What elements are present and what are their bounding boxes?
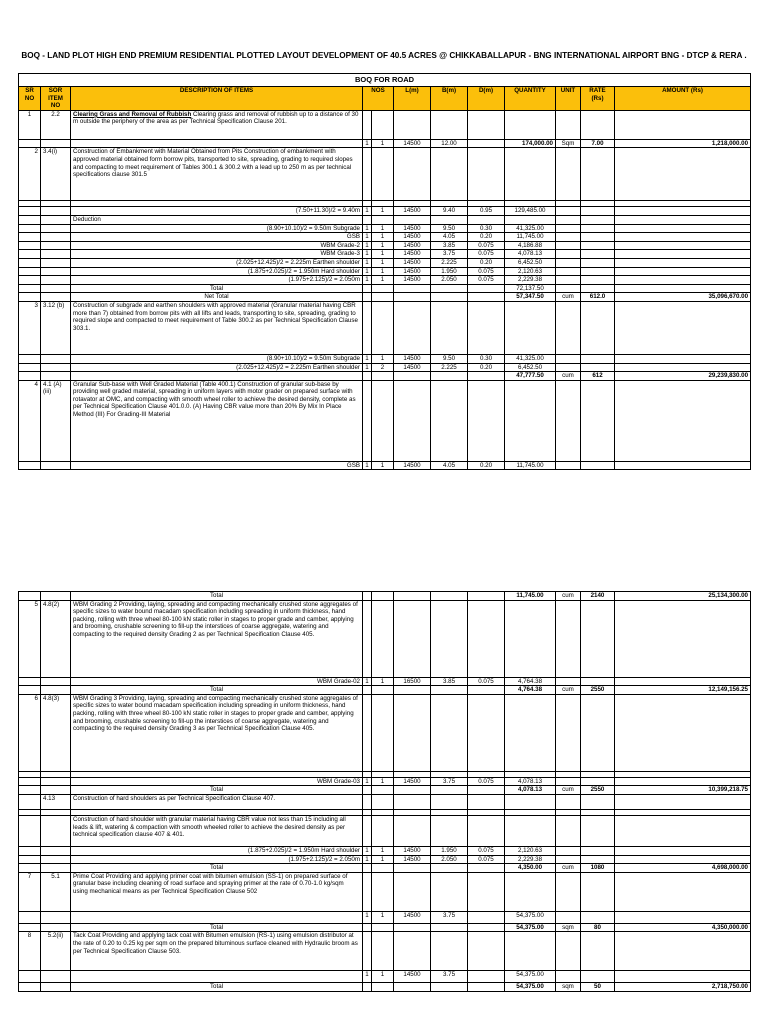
sr-no: 6 [19,694,41,771]
depth: 0.075 [468,267,505,276]
nos-1: 1 [363,250,372,259]
nos-1: 1 [363,971,372,983]
table-row [19,363,751,372]
quantity: 6,452.50 [505,363,556,372]
total-qty: 54,375.00 [505,923,556,932]
col-d: D(m) [468,87,505,111]
table-row [19,872,751,911]
amount: 12,149,156.25 [615,686,751,695]
calc-label: (8.90+10.10)/2 = 9.50m Subgrade [71,354,363,363]
table-row [19,846,751,855]
amount: 4,698,000.00 [615,864,751,873]
table-row [19,932,751,971]
length: 14500 [394,250,431,259]
calc-label: (1.875+2.025)/2 = 1.950m Hard shoulder [71,267,363,276]
document-title: BOQ - LAND PLOT HIGH END PREMIUM RESIDENTIAL PLOTTED LAYOUT DEVELOPMENT OF 40.5 ACRES @ CHIKKABALLAPUR - BNG INTERNATIONAL AIRPORT BNG - DTCP & RERA . [21,51,747,60]
depth: 0.20 [468,461,505,470]
table-row [19,592,751,601]
calc-label: (1.975+2.125)/2 = 2.050m [71,276,363,285]
table-row [19,600,751,677]
nos-2: 1 [372,207,394,216]
boq-table-part-1 [18,73,751,470]
quantity: 54,375.00 [505,971,556,983]
net-total-label: Net Total [71,293,363,302]
table-row [19,694,751,771]
nos-1: 1 [363,207,372,216]
nos-2: 1 [372,250,394,259]
total-label: Total [71,686,363,695]
calc-label: (8.90+10.10)/2 = 9.50m Subgrade [71,224,363,233]
nos-1: 1 [363,855,372,864]
item-3-rows [19,354,751,371]
table-row [19,110,751,139]
table-row [19,677,751,686]
breadth: 3.85 [431,677,468,686]
rate: 2550 [581,786,615,795]
sr-no: 3 [19,301,41,354]
rate: 2550 [581,686,615,695]
item-description: Tack Coat Providing and applying tack coat with Bitumen emulsion (RS-1) using emulsion distributor at the rate of 0.20 to 0.25 kg per sqm on the prepared bituminous surface cleaned with Hydraulic broom as per Technical Specification Clause 503. [71,932,363,971]
item-description: Prime Coat Providing and applying primer coat with bitumen emulsion (SS-1) on prepared surface of granular base including cleaning of road surface and spraying primer at the rate of 0.70-1.0 kg/sqm using mechanical means as per Technical Specification Clause 502 [71,872,363,911]
nos-1: 1 [363,846,372,855]
table-row [19,786,751,795]
breadth: 3.85 [431,241,468,250]
unit: cum [556,592,581,601]
depth: 0.075 [468,777,505,786]
length: 14500 [394,777,431,786]
breadth: 4.05 [431,461,468,470]
nos-2: 1 [372,233,394,242]
table-row [19,923,751,932]
quantity: 129,485.00 [505,207,556,216]
calc-label: (7.50+11.30)/2 = 9.40m [71,207,363,216]
unit: cum [556,293,581,302]
table-row [19,461,751,470]
length: 14500 [394,363,431,372]
depth: 0.20 [468,363,505,372]
table-row [19,148,751,201]
calc-label: WBM Grade-02 [71,677,363,686]
length: 14500 [394,971,431,983]
quantity: 2,229.38 [505,855,556,864]
table-row [19,215,751,224]
quantity: 54,375.00 [505,911,556,923]
rate: 7.00 [581,139,615,148]
item-description: Construction of hard shoulders as per Technical Specification Clause 407. [71,794,363,809]
length: 14500 [394,855,431,864]
calc-label: WBM Grade-2 [71,241,363,250]
sr-no: 1 [19,110,41,139]
total-label: Total [71,983,363,992]
breadth: 2.050 [431,276,468,285]
item-text: Clearing grass and removal of rubbish up to a distance of 30 m outside the periphery of the area as per Technical Specification Clause 201. [73,110,359,126]
length: 14500 [394,276,431,285]
calc-label: WBM Grade-03 [71,777,363,786]
nos-1: 1 [363,139,372,148]
total-label: Total [71,864,363,873]
length: 14500 [394,461,431,470]
breadth: 4.05 [431,233,468,242]
nos-2: 1 [372,911,394,923]
depth: 0.075 [468,276,505,285]
rate: 612.0 [581,293,615,302]
breadth: 1.950 [431,846,468,855]
amount: 1,218,000.00 [615,139,751,148]
nos-2: 1 [372,241,394,250]
nos-1: 1 [363,267,372,276]
nos-2: 1 [372,846,394,855]
table-row [19,301,751,354]
nos-2: 1 [372,276,394,285]
table-row [19,284,751,293]
sor-no: 2.2 [41,110,71,139]
depth: 0.20 [468,258,505,267]
calc-label: (1.975+2.125)/2 = 2.050m [71,855,363,864]
item-description: Construction of hard shoulder with granular material having CBR value not less than 15 including all leads & lift, watering & compaction with smooth wheeled roller to achieve the desired density as per technical specification clause 407 & 401. [71,815,363,846]
nos-2: 1 [372,855,394,864]
quantity: 2,229.38 [505,276,556,285]
table-row [19,139,751,148]
total-qty: 11,745.00 [505,592,556,601]
rate: 1080 [581,864,615,873]
unit: sqm [556,983,581,992]
nos-1: 1 [363,777,372,786]
calc-label: GSB [71,461,363,470]
length: 16500 [394,677,431,686]
quantity: 2,120.63 [505,267,556,276]
quantity: 2,120.63 [505,846,556,855]
total-label: Total [71,923,363,932]
breadth: 9.50 [431,354,468,363]
unit: cum [556,786,581,795]
nos-1: 1 [363,233,372,242]
table-row [19,815,751,846]
total-label: Total [71,786,363,795]
table-row [19,293,751,302]
total-qty: 47,777.50 [505,372,556,381]
depth: 0.30 [468,354,505,363]
breadth: 9.50 [431,224,468,233]
total-qty: 72,137.50 [505,284,556,293]
breadth: 2.225 [431,258,468,267]
unit: Sqm [556,139,581,148]
nos-2: 1 [372,258,394,267]
sor-no: 4.8(3) [41,694,71,771]
table-row [19,372,751,381]
table-row [19,911,751,923]
length: 14500 [394,846,431,855]
item-description: Construction of Embankment with Material Obtained from Pits Construction of embankment with approved material obtained form borrow pits, transported to site, spreading, grading to required slopes and compacting to meet requirement of Tables 300.1 & 300.2 with a lead up to 250 m as per technical specifications clause 301.5 [71,148,363,201]
table-row [19,207,751,216]
nos-1: 1 [363,363,372,372]
col-amount: AMOUNT (Rs) [615,87,751,111]
length: 14500 [394,354,431,363]
calc-label: (2.025+12.425)/2 = 2.225m Earthen shoulder [71,363,363,372]
item-description: WBM Grading 2 Providing, laying, spreading and compacting mechanically crushed stone aggregates of specific sizes to water bound macadam specification including spreading in uniform thickness, hand packing, rolling with three wheel 80-100 kN static roller in stages to proper grade and camber, applying and brooming, crushable screening to fill-up the interstices of coarse aggregate, watering and compacting to the required density Grading 2 as per Technical Specification Clause 405. [71,600,363,677]
quantity: 6,452.50 [505,258,556,267]
depth: 0.075 [468,250,505,259]
quantity: 4,764.38 [505,677,556,686]
sor-no: 5.1 [41,872,71,911]
table-row [19,267,751,276]
nos-2: 1 [372,677,394,686]
item-description: Construction of subgrade and earthen shoulders with approved material (Granular material having CBR more than 7) obtained from borrow pits with all lifts and leads, transporting to site, spreading, grading to required slope and compacted to meet requirement of Table 300.2 as per Technical Specification Clause 303.1. [71,301,363,354]
total-qty: 4,764.38 [505,686,556,695]
length: 14500 [394,911,431,923]
rate: 2140 [581,592,615,601]
depth: 0.075 [468,677,505,686]
col-l: L(m) [394,87,431,111]
sor-no: 4.13 [41,794,71,809]
amount: 35,096,670.00 [615,293,751,302]
col-sor: SOR ITEM NO [41,87,71,111]
nos-2: 1 [372,354,394,363]
nos-2: 1 [372,461,394,470]
depth: 0.075 [468,241,505,250]
table-row [19,777,751,786]
nos-2: 2 [372,363,394,372]
col-unit: UNIT [556,87,581,111]
sor-no: 5.2(ii) [41,932,71,971]
depth: 0.20 [468,233,505,242]
total-qty: 54,375.00 [505,983,556,992]
col-rate: RATE (Rs) [581,87,615,111]
item-heading: Clearing Grass and Removal of Rubbish [73,110,192,118]
quantity: 174,000.00 [505,139,556,148]
calc-label: GSB [71,233,363,242]
breadth: 3.75 [431,777,468,786]
table-row [19,233,751,242]
amount: 29,239,830.00 [615,372,751,381]
nos-2: 1 [372,224,394,233]
amount: 25,134,300.00 [615,592,751,601]
table-row [19,224,751,233]
nos-1: 1 [363,276,372,285]
col-b: B(m) [431,87,468,111]
breadth: 3.75 [431,911,468,923]
rate: 50 [581,983,615,992]
quantity: 41,325.00 [505,224,556,233]
length: 14500 [394,139,431,148]
length: 14500 [394,224,431,233]
item-413-rows [19,846,751,863]
table-row [19,686,751,695]
section-title: BOQ FOR ROAD [19,74,751,87]
table-row [19,241,751,250]
nos-1: 1 [363,224,372,233]
nos-1: 1 [363,354,372,363]
breadth: 12.00 [431,139,468,148]
length: 14500 [394,258,431,267]
sor-no: 3.12 (b) [41,301,71,354]
amount: 2,718,750.00 [615,983,751,992]
nos-2: 1 [372,777,394,786]
sor-no: 4.1 (A) (iii) [41,380,71,461]
quantity: 4,078.13 [505,777,556,786]
total-qty: 4,350.00 [505,864,556,873]
sr-no: 8 [19,932,41,971]
breadth: 1.950 [431,267,468,276]
calc-label: (1.875+2.025)/2 = 1.950m Hard shoulder [71,846,363,855]
total-label: Total [71,592,363,601]
table-row [19,276,751,285]
total-label: Total [71,284,363,293]
table-row [19,354,751,363]
table-row [19,864,751,873]
quantity: 4,186.88 [505,241,556,250]
table-row [19,250,751,259]
amount: 4,350,000.00 [615,923,751,932]
unit: cum [556,686,581,695]
length: 14500 [394,267,431,276]
unit: cum [556,372,581,381]
rate: 80 [581,923,615,932]
col-sr: SR NO [19,87,41,111]
depth: 0.075 [468,855,505,864]
breadth: 9.40 [431,207,468,216]
calc-label: WBM Grade-3 [71,250,363,259]
net-total-qty: 57,347.50 [505,293,556,302]
col-nos: NOS [363,87,394,111]
sr-no: 4 [19,380,41,461]
breadth: 3.75 [431,971,468,983]
breadth: 3.75 [431,250,468,259]
quantity: 11,745.00 [505,461,556,470]
length: 14500 [394,207,431,216]
sor-no: 3.4(i) [41,148,71,201]
boq-table-part-2 [18,591,751,992]
unit: sqm [556,923,581,932]
depth: 0.30 [468,224,505,233]
table-row [19,971,751,983]
quantity: 4,078.13 [505,250,556,259]
deduction-rows [19,224,751,284]
depth: 0.075 [468,846,505,855]
sr-no: 5 [19,600,41,677]
table-row [19,380,751,461]
length: 14500 [394,233,431,242]
nos-1: 1 [363,911,372,923]
nos-2: 1 [372,267,394,276]
table-row [19,855,751,864]
nos-2: 1 [372,971,394,983]
item-description: WBM Grading 3 Providing, laying, spreading and compacting mechanically crushed stone aggregates of specific sizes to water bound macadam specification including spreading in uniform thickness, hand packing, rolling with three wheel 80-100 kN static roller in stages to proper grade and camber, applying and brooming, crushable screening to fill-up the interstices of coarse aggregate, watering and compacting to the required density Grading 3 as per Technical Specification Clause 405. [71,694,363,771]
nos-1: 1 [363,677,372,686]
item-description [71,110,363,139]
header-row [19,87,751,111]
table-row [19,794,751,809]
nos-2: 1 [372,139,394,148]
calc-label: (2.025+12.425)/2 = 2.225m Earthen shoulder [71,258,363,267]
item-description: Granular Sub-base with Well Graded Material (Table 400.1) Construction of granular sub-base by providing well graded material, spreading in uniform layers with motor grader on prepared surface with rotavator at OMC, and compacting with smooth wheel roller to achieve the desired density, complete as per Technical Specification Clause 401.0.0. (A) Having CBR value more than 20% By Mix In Place Method (III) For Grading-III Material [71,380,363,461]
rate: 612 [581,372,615,381]
quantity: 11,745.00 [505,233,556,242]
length: 14500 [394,241,431,250]
table-row [19,983,751,992]
sr-no: 7 [19,872,41,911]
nos-1: 1 [363,461,372,470]
amount: 10,399,218.75 [615,786,751,795]
table-row [19,258,751,267]
col-desc: DESCRIPTION OF ITEMS [71,87,363,111]
deduction-label: Deduction [71,215,363,224]
sor-no: 4.8(2) [41,600,71,677]
unit: cum [556,864,581,873]
col-qty: QUANTITY [505,87,556,111]
nos-1: 1 [363,241,372,250]
total-qty: 4,078.13 [505,786,556,795]
quantity: 41,325.00 [505,354,556,363]
breadth: 2.050 [431,855,468,864]
depth: 0.95 [468,207,505,216]
sr-no: 2 [19,148,41,201]
nos-1: 1 [363,258,372,267]
breadth: 2.225 [431,363,468,372]
